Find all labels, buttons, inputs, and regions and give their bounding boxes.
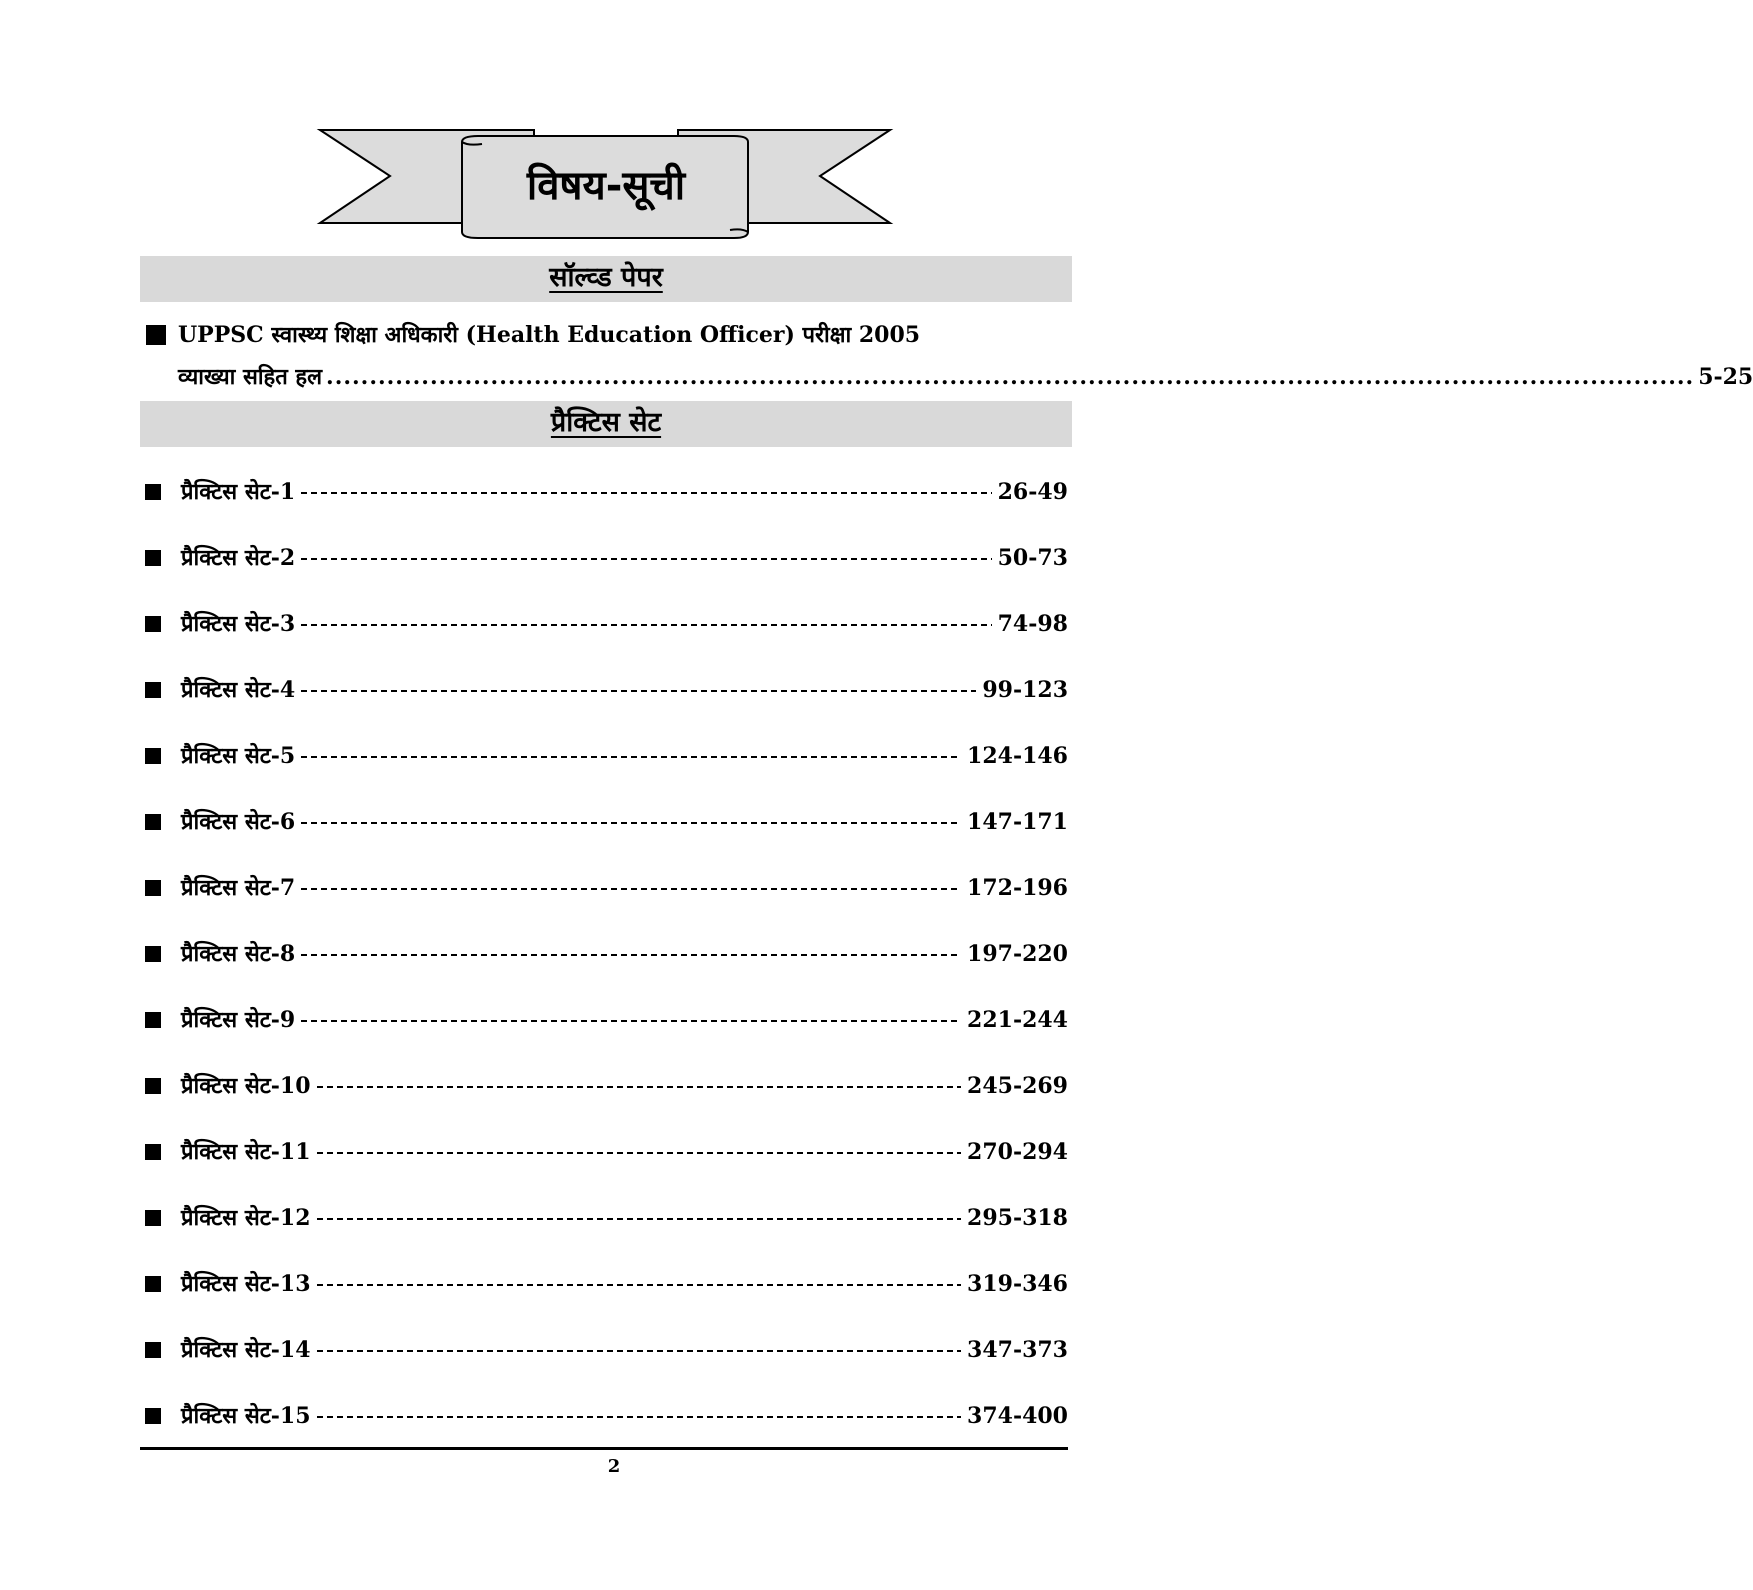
dash-leader	[301, 1020, 961, 1022]
toc-item-pages: 347-373	[967, 1337, 1068, 1363]
dash-leader	[317, 1086, 961, 1088]
bullet-square-icon	[145, 1342, 161, 1358]
toc-item-pages: 374-400	[967, 1403, 1068, 1429]
dash-leader	[317, 1416, 961, 1418]
toc-row[interactable]	[140, 932, 1068, 998]
dash-leader	[301, 756, 961, 758]
toc-item-pages: 197-220	[967, 941, 1068, 967]
toc-row[interactable]	[140, 1130, 1068, 1196]
toc-item-label: प्रैक्टिस सेट-15	[181, 1403, 311, 1429]
toc-row[interactable]	[140, 668, 1068, 734]
toc-item-pages: 270-294	[967, 1139, 1068, 1165]
bullet-square-icon	[145, 1078, 161, 1094]
dash-leader	[301, 492, 991, 494]
dash-leader	[301, 690, 976, 692]
toc-row[interactable]	[140, 1196, 1068, 1262]
toc-item-pages: 50-73	[997, 545, 1068, 571]
toc-row[interactable]	[140, 536, 1068, 602]
toc-item-label: प्रैक्टिस सेट-1	[181, 479, 296, 505]
bullet-square-icon	[145, 1276, 161, 1292]
dot-leader: ..............................................................................................................................................................	[326, 364, 1695, 390]
toc-item-label: प्रैक्टिस सेट-6	[181, 809, 296, 835]
solved-paper-title: UPPSC स्वास्थ्य शिक्षा अधिकारी (Health Education Officer) परीक्षा 2005	[178, 322, 921, 348]
dash-leader	[317, 1218, 961, 1220]
page-number: 2	[607, 1456, 621, 1477]
toc-item-label: प्रैक्टिस सेट-11	[181, 1139, 311, 1165]
bullet-square-icon	[145, 682, 161, 698]
toc-row[interactable]	[140, 1394, 1068, 1460]
toc-item-pages: 172-196	[967, 875, 1068, 901]
bullet-square-icon	[145, 814, 161, 830]
dash-leader	[301, 822, 961, 824]
solved-paper-subtitle: व्याख्या सहित हल	[178, 364, 323, 390]
bullet-square-icon	[145, 616, 161, 632]
toc-row[interactable]	[140, 602, 1068, 668]
toc-row[interactable]	[140, 800, 1068, 866]
toc-item-label: प्रैक्टिस सेट-9	[181, 1007, 296, 1033]
dash-leader	[301, 954, 961, 956]
toc-row[interactable]	[140, 1328, 1068, 1394]
bullet-square-icon	[145, 484, 161, 500]
toc-row[interactable]	[140, 470, 1068, 536]
toc-item-label: प्रैक्टिस सेट-12	[181, 1205, 311, 1231]
toc-item-pages: 124-146	[967, 743, 1068, 769]
toc-item-label: प्रैक्टिस सेट-7	[181, 875, 296, 901]
solved-paper-pages: 5-25	[1698, 364, 1753, 390]
bullet-square-icon	[145, 1144, 161, 1160]
toc-row[interactable]	[140, 998, 1068, 1064]
toc-row[interactable]	[140, 1262, 1068, 1328]
title-banner	[318, 128, 894, 242]
toc-row[interactable]	[140, 866, 1068, 932]
toc-item-pages: 99-123	[982, 677, 1068, 703]
bullet-square-icon	[145, 880, 161, 896]
dash-leader	[317, 1350, 961, 1352]
toc-item-pages: 221-244	[967, 1007, 1068, 1033]
bullet-square-icon	[145, 1012, 161, 1028]
practice-sets-heading: प्रैक्टिस सेट	[550, 407, 662, 438]
dash-leader	[301, 888, 961, 890]
dash-leader	[317, 1284, 961, 1286]
toc-item-label: प्रैक्टिस सेट-10	[181, 1073, 311, 1099]
practice-sets-list	[140, 470, 1068, 1460]
toc-row[interactable]	[140, 1064, 1068, 1130]
toc-item-pages: 74-98	[997, 611, 1068, 637]
dash-leader	[317, 1152, 961, 1154]
dash-leader	[301, 624, 991, 626]
toc-item-label: प्रैक्टिस सेट-8	[181, 941, 296, 967]
toc-item-label: प्रैक्टिस सेट-14	[181, 1337, 311, 1363]
footer-divider	[140, 1447, 1068, 1450]
dash-leader	[301, 558, 991, 560]
bullet-square-icon	[145, 748, 161, 764]
bullet-square-icon	[145, 550, 161, 566]
toc-item-label: प्रैक्टिस सेट-5	[181, 743, 296, 769]
solved-papers-heading: सॉल्व्ड पेपर	[549, 262, 663, 293]
bullet-square-icon	[145, 1408, 161, 1424]
toc-item-pages: 319-346	[967, 1271, 1068, 1297]
practice-sets-header	[140, 401, 1072, 447]
page-title: विषय-सूची	[526, 163, 686, 209]
toc-row[interactable]	[140, 734, 1068, 800]
solved-papers-header	[140, 256, 1072, 302]
toc-item-label: प्रैक्टिस सेट-13	[181, 1271, 311, 1297]
toc-item-pages: 295-318	[967, 1205, 1068, 1231]
bullet-square-icon	[145, 1210, 161, 1226]
toc-item-pages: 147-171	[967, 809, 1068, 835]
solved-paper-entry[interactable]	[178, 360, 1753, 394]
toc-item-label: प्रैक्टिस सेट-2	[181, 545, 296, 571]
toc-item-pages: 245-269	[967, 1073, 1068, 1099]
toc-item-pages: 26-49	[997, 479, 1068, 505]
toc-item-label: प्रैक्टिस सेट-3	[181, 611, 296, 637]
bullet-square-icon	[146, 325, 166, 345]
toc-item-label: प्रैक्टिस सेट-4	[181, 677, 296, 703]
bullet-square-icon	[145, 946, 161, 962]
